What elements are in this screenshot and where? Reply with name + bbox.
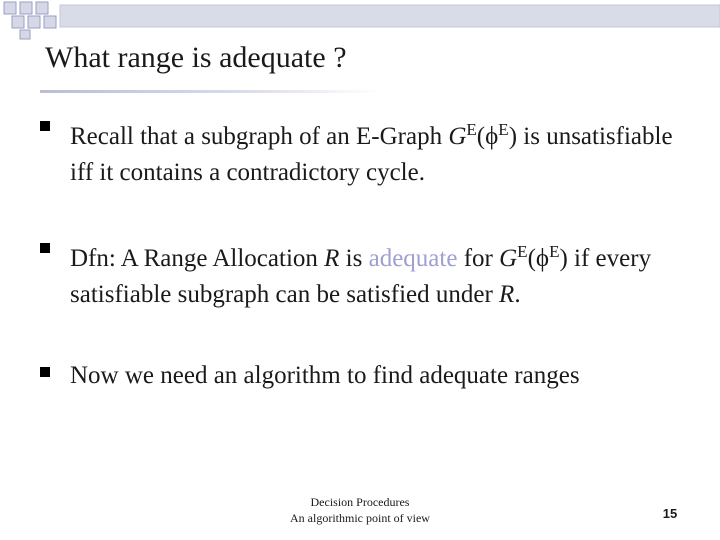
bullet-text: Recall that a subgraph of an E-Graph $G^E(\phi^E)$ is unsatisfiable iff it contains a contradictory cycle. [70, 120, 673, 186]
footer-line-2: An algorithmic point of view [290, 511, 430, 525]
bullet-square-icon [40, 367, 50, 377]
footer [250, 494, 470, 526]
page-number: 15 [662, 506, 678, 521]
bullet-square-icon [40, 243, 50, 253]
adequate-highlight: adequate [368, 245, 458, 272]
footer-line-1: Decision Procedures [310, 495, 410, 509]
decorative-squares [0, 0, 720, 40]
bullet-square-icon [40, 121, 50, 131]
title-underline [40, 90, 380, 93]
slide-title: What range is adequate ? [45, 41, 347, 74]
bullet-text: Now we need an algorithm to find adequate ranges [70, 362, 580, 389]
bullet-text: Dfn: A Range Allocation R is adequate for $G^E(\phi^E)$ if every satisfiable subgraph can be satisfied under R. [70, 242, 652, 308]
